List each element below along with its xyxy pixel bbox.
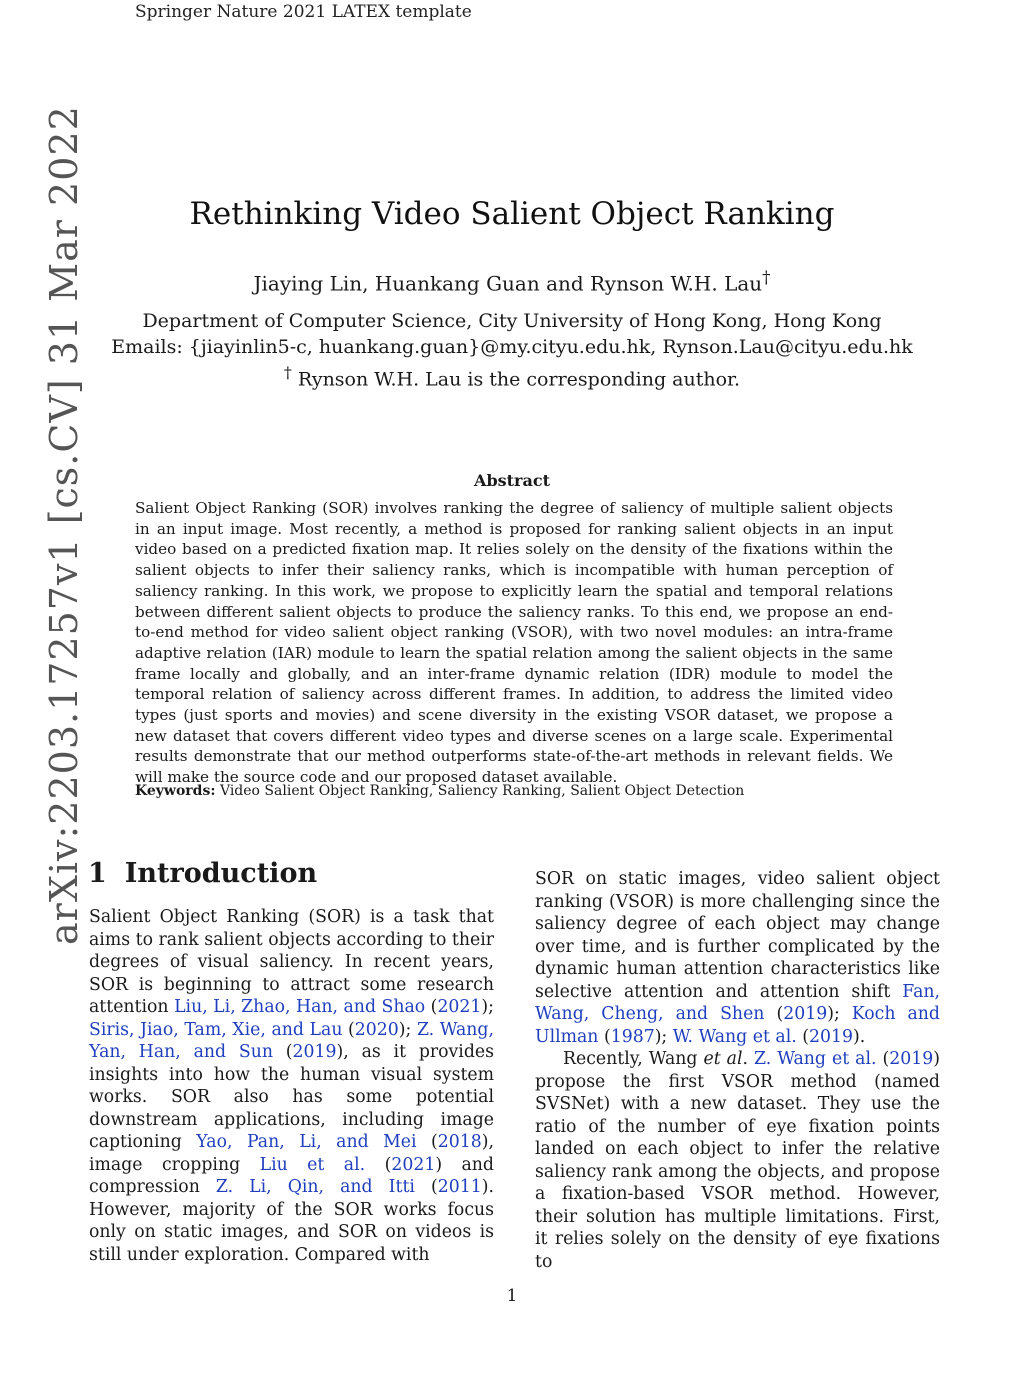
- corresponding-note-line: [0, 360, 1024, 392]
- text-run: (: [342, 1019, 355, 1040]
- text-run: (: [876, 1049, 890, 1069]
- citation-link[interactable]: Yao, Pan, Li, and Mei: [196, 1132, 417, 1152]
- section-number: 1: [88, 858, 107, 889]
- citation-link[interactable]: 2019: [783, 1004, 828, 1024]
- section-heading: [88, 858, 317, 889]
- page-number: 1: [506, 1286, 518, 1306]
- text-run: Salient Object Ranking (SOR) is a task that aims to rank salient objects according to their degrees of visual saliency. In recent years, SOR is beginning to attract some research attention: [89, 907, 494, 1017]
- citation-link[interactable]: 2018: [437, 1132, 482, 1152]
- text-run: .: [742, 1049, 755, 1069]
- citation-link[interactable]: Z. Li, Qin, and Itti: [215, 1177, 415, 1197]
- abstract-text: Salient Object Ranking (SOR) involves ranking the degree of saliency of multiple salient objects in an input image. Most recently, a method is proposed for ranking salient objects in an input video based on a predicted fixation map. It relies solely on the density of the fixations within the salient objects to infer their saliency ranks, which is incompatible with human perception of saliency ranking. In this work, we propose to explicitly learn the spatial and temporal relations between different salient objects to produce the saliency ranks. To this end, we propose an end-to-end method for video salient object ranking (VSOR), with two novel modules: an intra-frame adaptive relation (IAR) module to learn the spatial relation among the salient objects in the same frame locally and globally, and an inter-frame dynamic relation (IDR) module to model the temporal relation of saliency across different frames. In addition, to address the limited video types (just sports and movies) and scene diversity in the existing VSOR dataset, we propose a new dataset that covers different video types and diverse scenes on a large scale. Experimental results demonstrate that our method outperforms state-of-the-art methods in relevant fields. We will make the source code and our proposed dataset available.: [135, 499, 893, 787]
- intro-left-column: [89, 906, 494, 1266]
- text-run: ).: [852, 1026, 866, 1047]
- text-run: (: [365, 1154, 392, 1175]
- text-run: Recently, Wang: [563, 1049, 704, 1069]
- text-run: (: [273, 1042, 293, 1062]
- text-run: );: [481, 997, 494, 1017]
- text-run: );: [398, 1019, 417, 1040]
- text-run: (: [598, 1026, 611, 1047]
- abstract-heading: Abstract: [474, 471, 550, 490]
- paper-title: Rethinking Video Salient Object Ranking: [189, 196, 835, 232]
- text-run: (: [416, 1132, 438, 1152]
- citation-link[interactable]: 2020: [354, 1019, 399, 1040]
- text-run: ). However, majority of the SOR works focus only on static images, and SOR on videos is still under exploration. Compared with: [89, 1177, 494, 1265]
- affiliation: Department of Computer Science, City University of Hong Kong, Hong Kong: [142, 310, 882, 332]
- citation-link[interactable]: 2019: [292, 1042, 337, 1062]
- keywords: [135, 783, 915, 799]
- corresponding-note: Rynson W.H. Lau is the corresponding author.: [291, 368, 741, 391]
- intro-paragraph: [89, 906, 494, 1266]
- keywords-text: Video Salient Object Ranking, Saliency Ranking, Salient Object Detection: [215, 783, 745, 799]
- citation-link[interactable]: Liu et al.: [259, 1154, 366, 1175]
- citation-link[interactable]: 2021: [391, 1154, 436, 1175]
- text-run: SOR on static images, video salient object ranking (VSOR) is more challenging since the saliency degree of each object may change over time, and is further complicated by the dynamic human attention characteristics like selective attention and attention shift: [535, 869, 940, 1002]
- citation-link[interactable]: Fan, Wang, Cheng, and Shen: [535, 981, 940, 1024]
- author-mark: †: [762, 268, 771, 287]
- citation-link[interactable]: 2019: [808, 1026, 853, 1047]
- citation-link[interactable]: Siris, Jiao, Tam, Xie, and Lau: [89, 1019, 343, 1040]
- authors: Jiaying Lin, Huankang Guan and Rynson W.H. Lau: [253, 271, 763, 296]
- intro-paragraph: [535, 868, 940, 1048]
- citation-link[interactable]: Z. Wang, Yan, Han, and Sun: [89, 1019, 494, 1062]
- text-run: ) propose the first VSOR method (named SVSNet) with a new dataset. They use the ratio of the number of eye fixation points landed on each object to infer the relative saliency rank among the objects, and propose a fixation-based VSOR method. However, their solution has multiple limitations. First, it relies solely on the density of eye fixations to: [535, 1049, 940, 1272]
- author-line: [0, 268, 1024, 296]
- text-run: ), as it provides insights into how the human visual system works. SOR also has some potential downstream applications, including image captioning: [89, 1042, 494, 1152]
- text-run: (: [764, 1004, 784, 1024]
- emails: Emails: {jiayinlin5-c, huankang.guan}@my.cityu.edu.hk, Rynson.Lau@cityu.edu.hk: [111, 336, 913, 358]
- italic-text: et al: [703, 1049, 743, 1069]
- text-run: );: [827, 1004, 852, 1024]
- text-run: (: [796, 1026, 809, 1047]
- text-run: (: [425, 997, 438, 1017]
- text-run: );: [654, 1026, 673, 1047]
- citation-link[interactable]: 2021: [437, 997, 482, 1017]
- citation-link[interactable]: Z. Wang et al.: [754, 1049, 877, 1069]
- running-header: Springer Nature 2021 LATEX template: [135, 2, 472, 22]
- affiliation-block: [0, 308, 1024, 392]
- text-run: ), image cropping: [89, 1132, 494, 1175]
- citation-link[interactable]: Koch and Ullman: [535, 1004, 940, 1047]
- citation-link[interactable]: W. Wang et al.: [672, 1026, 797, 1047]
- citation-link[interactable]: 2011: [437, 1177, 482, 1197]
- corresponding-mark: †: [283, 363, 292, 382]
- citation-link[interactable]: 1987: [610, 1026, 655, 1047]
- intro-right-column: [535, 868, 940, 1273]
- citation-link[interactable]: 2019: [889, 1049, 934, 1069]
- arxiv-stamp: arXiv:2203.17257v1 [cs.CV] 31 Mar 2022: [42, 105, 86, 945]
- section-title: Introduction: [124, 858, 318, 889]
- text-run: ) and compression: [89, 1154, 494, 1197]
- intro-paragraph: [535, 1048, 940, 1273]
- keywords-label: Keywords:: [135, 783, 216, 799]
- citation-link[interactable]: Liu, Li, Zhao, Han, and Shao: [174, 997, 426, 1017]
- text-run: (: [414, 1177, 438, 1197]
